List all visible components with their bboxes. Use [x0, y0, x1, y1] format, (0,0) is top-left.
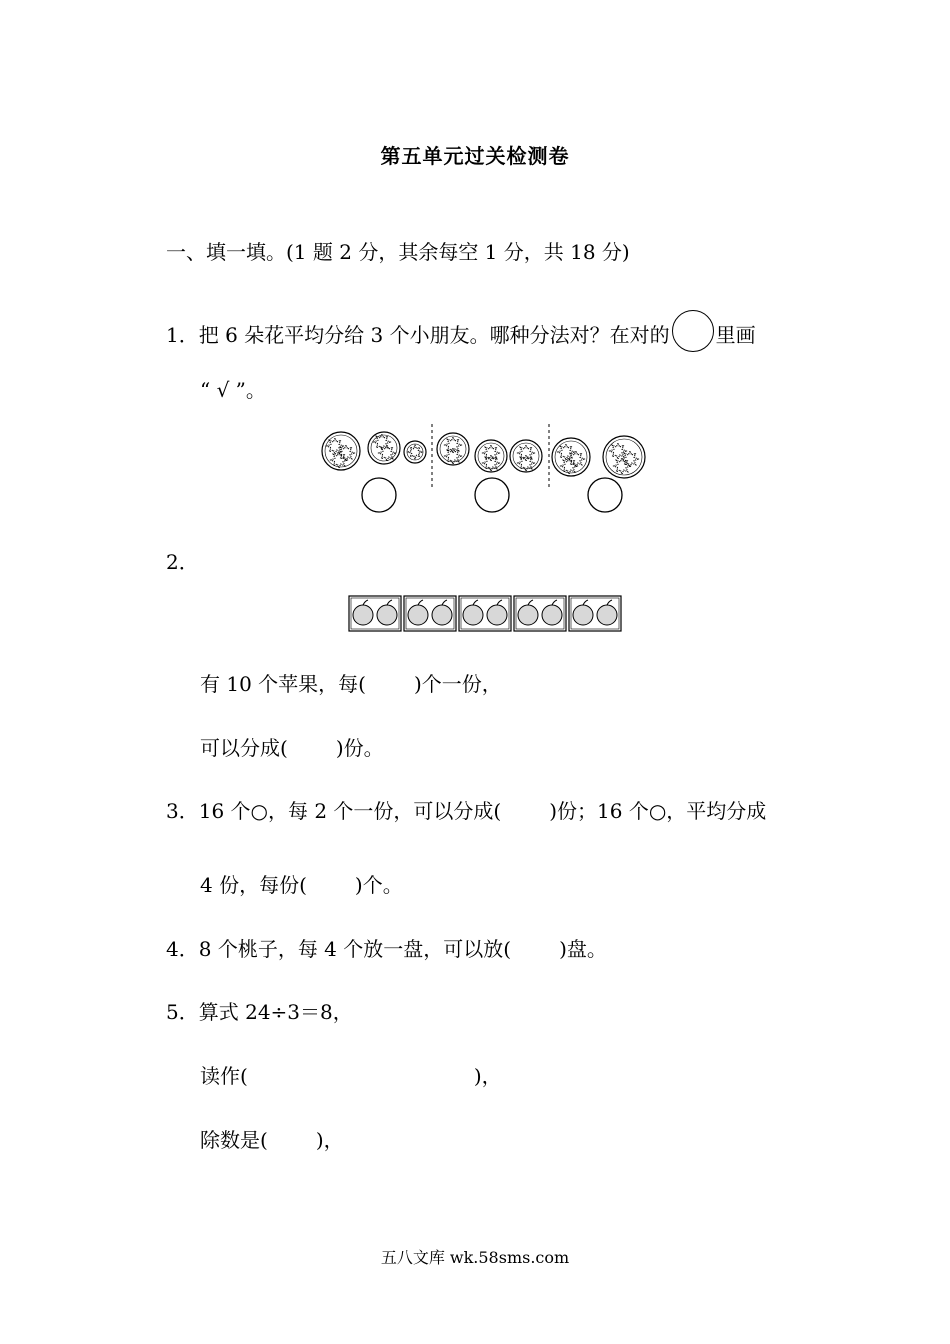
question-number: 3．: [166, 799, 199, 823]
question-number: 5．: [166, 1000, 199, 1024]
question-4: 4．8 个桃子，每 4 个放一盘，可以放( )盘。: [166, 937, 607, 961]
flower-plates-icon: [322, 432, 645, 478]
flower-icon: [610, 443, 626, 459]
question-5-line1: 5．算式 24÷3＝8，: [166, 1000, 353, 1024]
apple-icon: [597, 605, 617, 625]
question-3-line1: 3．16 个○，每 2 个一份，可以分成( )份；16 个○，平均分成: [166, 799, 767, 823]
flower-icon: [483, 455, 499, 471]
flower-icon: [518, 455, 534, 471]
footer-watermark: 五八文库 wk.58sms.com: [380, 1248, 570, 1267]
flower-icon: [327, 438, 343, 454]
apple-icon: [463, 605, 483, 625]
flower-icon: [614, 458, 630, 474]
apple-icon: [518, 605, 538, 625]
apple-icon: [542, 605, 562, 625]
question-5-line3: 除数是( )，: [200, 1128, 344, 1152]
apple-boxes-figure: [348, 595, 624, 633]
flower-icon: [622, 451, 638, 467]
flower-icon: [408, 445, 421, 458]
plate-icon: [368, 432, 400, 464]
apple-icon: [432, 605, 452, 625]
question-2-number: 2．: [166, 550, 199, 574]
question-text: 把 6 朵花平均分给 3 个小朋友。哪种分法对？在对的: [198, 323, 670, 347]
question-2-line2: 可以分成( )份。: [200, 736, 384, 760]
answer-circle-icon: [588, 478, 622, 512]
flower-icon: [338, 445, 354, 461]
flower-icon: [331, 452, 347, 468]
apple-icon: [573, 605, 593, 625]
apple-icon: [377, 605, 397, 625]
section-heading: 一、填一填。(1 题 2 分，其余每空 1 分，共 18 分): [166, 240, 630, 264]
answer-circle-icon: [672, 310, 714, 352]
answer-circle-icon: [475, 478, 509, 512]
flower-icon: [445, 448, 461, 464]
apple-icon: [353, 605, 373, 625]
question-1-line2: “ √ ”。: [200, 378, 266, 402]
question-2-line1: 有 10 个苹果，每( )个一份，: [200, 672, 502, 696]
question-text: 里画: [715, 323, 756, 347]
question-number: 1．: [166, 323, 199, 347]
answer-circle-icon: [362, 478, 396, 512]
question-5-line2: 读作( )，: [200, 1064, 502, 1088]
answer-circles-icon: [362, 478, 622, 512]
apple-icon: [487, 605, 507, 625]
flower-icon: [518, 445, 534, 461]
question-1: [166, 310, 756, 352]
flower-icon: [568, 451, 584, 467]
flower-icon: [483, 445, 499, 461]
apple-icon: [408, 605, 428, 625]
question-3-line2: 4 份，每份( )个。: [200, 873, 403, 897]
page-title: 第五单元过关检测卷: [380, 144, 570, 168]
question-number: 4．: [166, 937, 199, 961]
flower-groups-figure: [318, 424, 658, 520]
flower-icon: [561, 458, 577, 474]
